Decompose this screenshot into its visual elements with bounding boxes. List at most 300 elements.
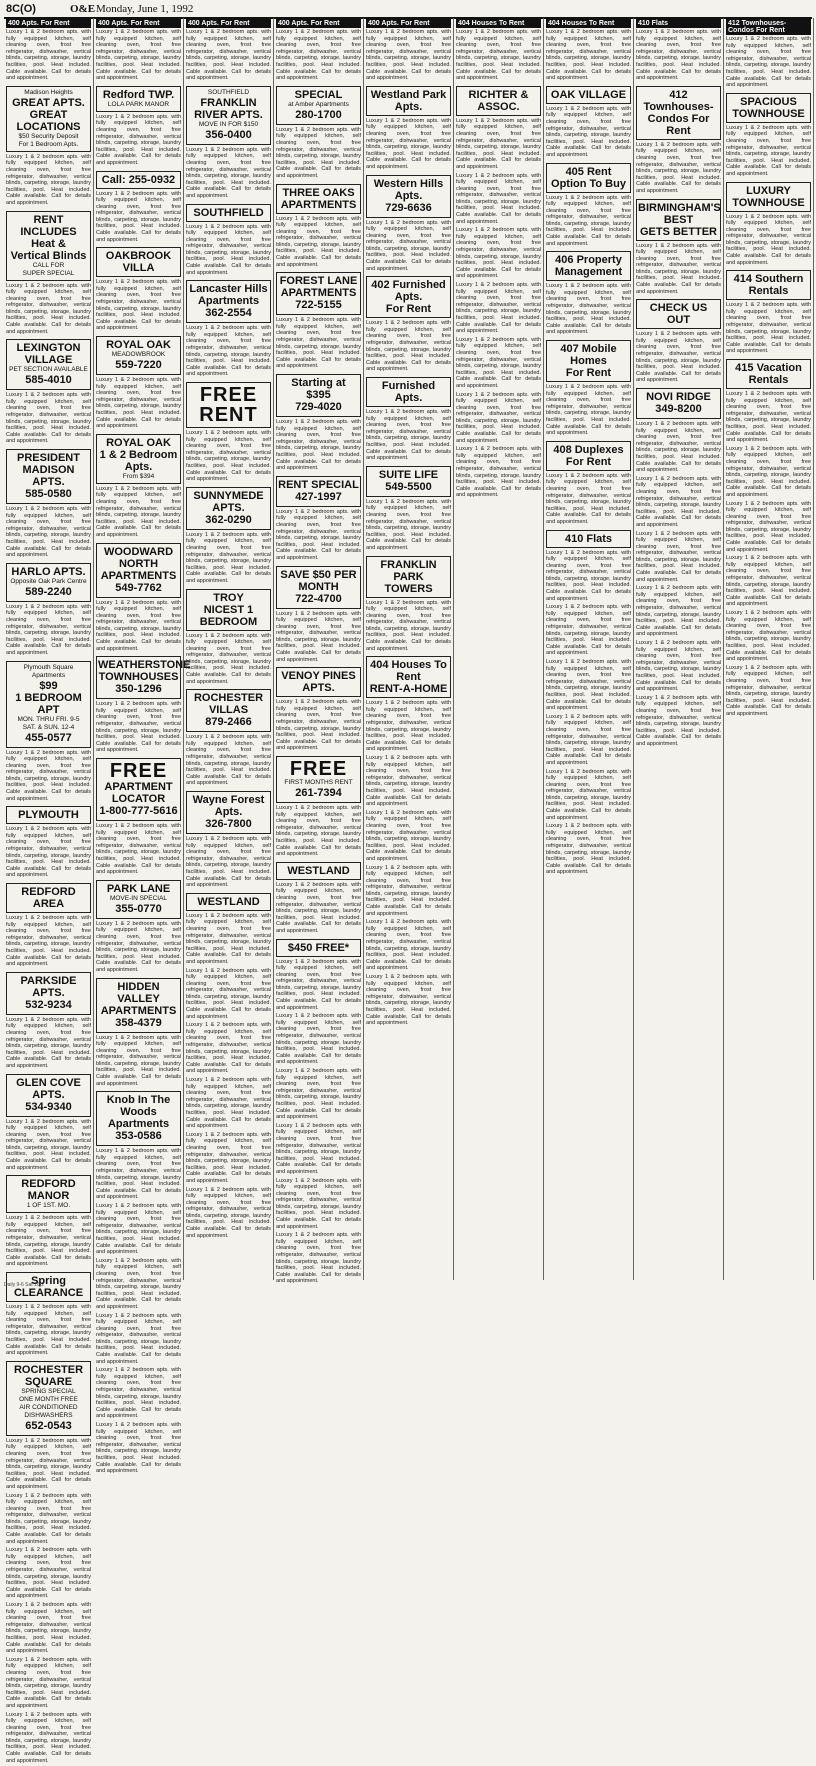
display-ad <box>366 466 451 497</box>
ad-headline: $99 <box>8 680 89 692</box>
ad-headline: Western Hills Apts. <box>368 178 449 202</box>
ad-phone: 589-2240 <box>8 586 89 599</box>
ad-headline: Redford TWP. <box>98 89 179 101</box>
classified-listing-text: Luxury 1 & 2 bedroom apts. with fully equipped kitchen, self cleaning oven, frost free refrigerator, dishwasher, vertical blinds, carpeting, storage, laundry facilities, pool. Heat included. Cable available. Call for details and appointment. <box>96 701 181 756</box>
classified-listing-text: Luxury 1 & 2 bedroom apts. with fully equipped kitchen, self cleaning oven, frost free refrigerator, dishwasher, vertical blinds, carpeting, storage, laundry facilities, pool. Heat included. Cable available. Call for details and appointment. <box>546 106 631 161</box>
classified-listing-text: Luxury 1 & 2 bedroom apts. with fully equipped kitchen, self cleaning oven, frost free refrigerator, dishwasher, vertical blinds, carpeting, storage, laundry facilities, pool. Heat included. Cable available. Call for details and appointment. <box>6 1712 91 1766</box>
display-ad <box>456 86 541 116</box>
column-heading: 410 Flats <box>636 19 721 28</box>
classified-listing-text: Luxury 1 & 2 bedroom apts. with fully equipped kitchen, self cleaning oven, frost free refrigerator, dishwasher, vertical blinds, carpeting, storage, laundry facilities, pool. Heat included. Cable available. Call for details and appointment. <box>546 714 631 769</box>
ad-headline: 408 Duplexes For Rent <box>548 444 629 468</box>
classified-listing-text: Luxury 1 & 2 bedroom apts. with fully equipped kitchen, self cleaning oven, frost free refrigerator, dishwasher, vertical blinds, carpeting, storage, laundry facilities, pool. Heat included. Cable available. Call for details and appointment. <box>636 531 721 586</box>
ad-headline: GETS BETTER <box>638 226 719 238</box>
classified-listing-text: Luxury 1 & 2 bedroom apts. with fully equipped kitchen, self cleaning oven, frost free refrigerator, dishwasher, vertical blinds, carpeting, storage, laundry facilities, pool. Heat included. Cable available. Call for details and appointment. <box>366 700 451 755</box>
classified-listing-text: Luxury 1 & 2 bedroom apts. with fully equipped kitchen, self cleaning oven, frost free refrigerator, dishwasher, vertical blinds, carpeting, storage, laundry facilities, pool. Heat included. Cable available. Call for details and appointment. <box>96 29 181 84</box>
ad-phone: 549-7762 <box>98 582 179 595</box>
classified-listing-text: Luxury 1 & 2 bedroom apts. with fully equipped kitchen, self cleaning oven, frost free refrigerator, dishwasher, vertical blinds, carpeting, storage, laundry facilities, pool. Heat included. Cable available. Call for details and appointment. <box>186 734 271 789</box>
ad-headline: 405 Rent <box>548 166 629 178</box>
display-ad <box>546 340 631 382</box>
ad-headline-large: FREE <box>188 385 269 405</box>
ad-subline: PET SECTION AVAILABLE <box>8 366 89 374</box>
ad-headline: HIDDEN VALLEY <box>98 981 179 1005</box>
ad-headline: WOODWARD <box>98 546 179 558</box>
ad-headline: SUITE LIFE <box>368 469 449 481</box>
classified-listing-text: Luxury 1 & 2 bedroom apts. with fully equipped kitchen, self cleaning oven, frost free refrigerator, dishwasher, vertical blinds, carpeting, storage, laundry facilities, pool. Heat included. Cable available. Call for details and appointment. <box>276 216 361 271</box>
ad-subline: SUPER SPECIAL <box>8 270 89 278</box>
display-ad <box>366 556 451 598</box>
ad-headline: RENT SPECIAL <box>278 479 359 491</box>
ad-phone: 349-8200 <box>638 403 719 416</box>
display-ad <box>6 972 91 1015</box>
ad-headline: GREAT <box>8 109 89 121</box>
ad-headline: SPACIOUS <box>728 96 809 108</box>
classified-listing-text: Luxury 1 & 2 bedroom apts. with fully equipped kitchen, self cleaning oven, frost free refrigerator, dishwasher, vertical blinds, carpeting, storage, laundry facilities, pool. Heat included. Cable available. Call for details and appointment. <box>726 610 811 665</box>
classified-listing-text: Luxury 1 & 2 bedroom apts. with fully equipped kitchen, self cleaning oven, frost free refrigerator, dishwasher, vertical blinds, carpeting, storage, laundry facilities, pool. Heat included. Cable available. Call for details and appointment. <box>6 1304 91 1359</box>
display-ad <box>636 299 721 329</box>
ad-phone: 362-2554 <box>188 307 269 320</box>
ad-headline: CLEARANCE <box>8 1287 89 1299</box>
ad-subline: SAT. & SUN. 12-4 <box>8 724 89 732</box>
classified-listing-text: Luxury 1 & 2 bedroom apts. with fully equipped kitchen, self cleaning oven, frost free refrigerator, dishwasher, vertical blinds, carpeting, storage, laundry facilities, pool. Heat included. Cable available. Call for details and appointment. <box>96 823 181 878</box>
display-ad <box>96 880 181 919</box>
classified-listing-text: Luxury 1 & 2 bedroom apts. with fully equipped kitchen, self cleaning oven, frost free refrigerator, dishwasher, vertical blinds, carpeting, storage, laundry facilities, pool. Heat included. Cable available. Call for details and appointment. <box>96 1035 181 1090</box>
classified-column <box>274 18 364 1280</box>
classified-listing-text: Luxury 1 & 2 bedroom apts. with fully equipped kitchen, self cleaning oven, frost free refrigerator, dishwasher, vertical blinds, carpeting, storage, laundry facilities, pool. Heat included. Cable available. Call for details and appointment. <box>726 125 811 180</box>
display-ad <box>636 199 721 241</box>
ad-headline: Wayne Forest Apts. <box>188 794 269 818</box>
classified-listing-text: Luxury 1 & 2 bedroom apts. with fully equipped kitchen, self cleaning oven, frost free refrigerator, dishwasher, vertical blinds, carpeting, storage, laundry facilities, pool. Heat included. Cable available. Call for details and appointment. <box>276 611 361 666</box>
ad-phone: 326-7800 <box>188 818 269 831</box>
page-footer: Daily 9-6 Sat 10-2 <box>4 1282 44 1288</box>
ad-headline: LOCATIONS <box>8 121 89 133</box>
classified-listing-text: Luxury 1 & 2 bedroom apts. with fully equipped kitchen, self cleaning oven, frost free refrigerator, dishwasher, vertical blinds, carpeting, storage, laundry facilities, pool. Heat included. Cable available. Call for details and appointment. <box>366 974 451 1029</box>
ad-headline: LEXINGTON <box>8 342 89 354</box>
display-ad <box>276 939 361 957</box>
classified-listing-text: Luxury 1 & 2 bedroom apts. with fully equipped kitchen, self cleaning oven, frost free refrigerator, dishwasher, vertical blinds, carpeting, storage, laundry facilities, pool. Heat included. Cable available. Call for details and appointment. <box>366 29 451 84</box>
classified-listing-text: Luxury 1 & 2 bedroom apts. with fully equipped kitchen, self cleaning oven, frost free refrigerator, dishwasher, vertical blinds, carpeting, storage, laundry facilities, pool. Heat included. Cable available. Call for details and appointment. <box>6 1493 91 1548</box>
ad-headline: Call: 255-0932 <box>98 174 179 186</box>
classified-listing-text: Luxury 1 & 2 bedroom apts. with fully equipped kitchen, self cleaning oven, frost free refrigerator, dishwasher, vertical blinds, carpeting, storage, laundry facilities, pool. Heat included. Cable available. Call for details and appointment. <box>546 283 631 338</box>
display-ad <box>6 563 91 602</box>
display-ad <box>186 893 271 911</box>
section-name: O&E <box>70 3 95 15</box>
ad-headline: NORTH <box>98 558 179 570</box>
ad-headline: 404 Houses To Rent <box>368 659 449 683</box>
display-ad <box>6 86 91 152</box>
ad-subline: MOVE-IN SPECIAL <box>98 895 179 903</box>
ad-headline: APARTMENTS <box>98 1005 179 1017</box>
classified-listing-text: Luxury 1 & 2 bedroom apts. with fully equipped kitchen, self cleaning oven, frost free refrigerator, dishwasher, vertical blinds, carpeting, storage, laundry facilities, pool. Heat included. Cable available. Call for details and appointment. <box>546 550 631 605</box>
classified-listing-text: Luxury 1 & 2 bedroom apts. with fully equipped kitchen, self cleaning oven, frost free refrigerator, dishwasher, vertical blinds, carpeting, storage, laundry facilities, pool. Heat included. Cable available. Call for details and appointment. <box>636 476 721 531</box>
classified-column <box>364 18 454 1280</box>
ad-headline: 410 Flats <box>548 533 629 545</box>
classified-listing-text: Luxury 1 & 2 bedroom apts. with fully equipped kitchen, self cleaning oven, frost free refrigerator, dishwasher, vertical blinds, carpeting, storage, laundry facilities, pool. Heat included. Cable available. Call for details and appointment. <box>6 915 91 970</box>
ad-headline-large: FREE <box>98 761 179 781</box>
classified-listing-text: Luxury 1 & 2 bedroom apts. with fully equipped kitchen, self cleaning oven, frost free refrigerator, dishwasher, vertical blinds, carpeting, storage, laundry facilities, pool. Heat included. Cable available. Call for details and appointment. <box>276 1013 361 1068</box>
display-ad <box>6 883 91 913</box>
classified-listing-text: Luxury 1 & 2 bedroom apts. with fully equipped kitchen, self cleaning oven, frost free refrigerator, dishwasher, vertical blinds, carpeting, storage, laundry facilities, pool. Heat included. Cable available. Call for details and appointment. <box>456 392 541 447</box>
ad-headline: 414 Southern Rentals <box>728 273 809 297</box>
ad-headline: VENOY PINES APTS. <box>278 670 359 694</box>
ad-headline: OAKBROOK VILLA <box>98 250 179 274</box>
ad-subline: MON. THRU FRI. 9-5 <box>8 716 89 724</box>
classified-column <box>4 18 94 1280</box>
ad-headline: RENT INCLUDES <box>8 214 89 238</box>
classified-listing-text: Luxury 1 & 2 bedroom apts. with fully equipped kitchen, self cleaning oven, frost free refrigerator, dishwasher, vertical blinds, carpeting, storage, laundry facilities, pool. Heat included. Cable available. Call for details and appointment. <box>276 1123 361 1178</box>
ad-headline: 406 Property <box>548 254 629 266</box>
column-heading: 400 Apts. For Rent <box>96 19 181 28</box>
classified-listing-text: Luxury 1 & 2 bedroom apts. with fully equipped kitchen, self cleaning oven, frost free refrigerator, dishwasher, vertical blinds, carpeting, storage, laundry facilities, pool. Heat included. Cable available. Call for details and appointment. <box>276 805 361 860</box>
ad-headline: LUXURY TOWNHOUSE <box>728 185 809 209</box>
classified-column <box>184 18 274 1280</box>
ad-kicker: Plymouth Square <box>8 664 89 672</box>
classified-listing-text: Luxury 1 & 2 bedroom apts. with fully equipped kitchen, self cleaning oven, frost free refrigerator, dishwasher, vertical blinds, carpeting, storage, laundry facilities, pool. Heat included. Cable available. Call for details and appointment. <box>726 36 811 91</box>
ad-phone: 358-4379 <box>98 1017 179 1030</box>
display-ad <box>96 86 181 112</box>
classified-listing-text: Luxury 1 & 2 bedroom apts. with fully equipped kitchen, self cleaning oven, frost free refrigerator, dishwasher, vertical blinds, carpeting, storage, laundry facilities, pool. Heat included. Cable available. Call for details and appointment. <box>726 446 811 501</box>
ad-headline: Management <box>548 266 629 278</box>
classified-listing-text: Luxury 1 & 2 bedroom apts. with fully equipped kitchen, self cleaning oven, frost free refrigerator, dishwasher, vertical blinds, carpeting, storage, laundry facilities, pool. Heat included. Cable available. Call for details and appointment. <box>546 195 631 250</box>
classified-listing-text: Luxury 1 & 2 bedroom apts. with fully equipped kitchen, self cleaning oven, frost free refrigerator, dishwasher, vertical blinds, carpeting, storage, laundry facilities, pool. Heat included. Cable available. Call for details and appointment. <box>276 699 361 754</box>
display-ad <box>6 661 91 748</box>
ad-headline: RIVER APTS. <box>188 109 269 121</box>
ad-subline: From $394 <box>98 473 179 481</box>
classified-listing-text: Luxury 1 & 2 bedroom apts. with fully equipped kitchen, self cleaning oven, frost free refrigerator, dishwasher, vertical blinds, carpeting, storage, laundry facilities, pool. Heat included. Cable available. Call for details and appointment. <box>6 750 91 805</box>
classified-listing-text: Luxury 1 & 2 bedroom apts. with fully equipped kitchen, self cleaning oven, frost free refrigerator, dishwasher, vertical blinds, carpeting, storage, laundry facilities, pool. Heat included. Cable available. Call for details and appointment. <box>6 1119 91 1174</box>
classified-listing-text: Luxury 1 & 2 bedroom apts. with fully equipped kitchen, self cleaning oven, frost free refrigerator, dishwasher, vertical blinds, carpeting, storage, laundry facilities, pool. Heat included. Cable available. Call for details and appointment. <box>6 283 91 338</box>
ad-headline: 1 BEDROOM APT <box>8 692 89 716</box>
classified-listing-text: Luxury 1 & 2 bedroom apts. with fully equipped kitchen, self cleaning oven, frost free refrigerator, dishwasher, vertical blinds, carpeting, storage, laundry facilities, pool. Heat included. Cable available. Call for details and appointment. <box>366 600 451 655</box>
ad-headline: Heat & <box>8 238 89 250</box>
ad-headline: Knob In The Woods <box>98 1094 179 1118</box>
ad-headline: FRANKLIN PARK <box>368 559 449 583</box>
ad-phone: 350-1296 <box>98 683 179 696</box>
ad-phone: 261-7394 <box>278 787 359 800</box>
classified-listing-text: Luxury 1 & 2 bedroom apts. with fully equipped kitchen, self cleaning oven, frost free refrigerator, dishwasher, vertical blinds, carpeting, storage, laundry facilities, pool. Heat included. Cable available. Call for details and appointment. <box>636 640 721 695</box>
classified-listing-text: Luxury 1 & 2 bedroom apts. with fully equipped kitchen, self cleaning oven, frost free refrigerator, dishwasher, vertical blinds, carpeting, storage, laundry facilities, pool. Heat included. Cable available. Call for details and appointment. <box>186 633 271 688</box>
ad-headline: PLYMOUTH <box>8 809 89 821</box>
ad-headline: TOWERS <box>368 583 449 595</box>
page-number: 8C(O) <box>6 3 36 15</box>
ad-subline: AIR CONDITIONED <box>8 1404 89 1412</box>
ad-headline: For Rent <box>548 367 629 379</box>
ad-headline: WESTLAND <box>188 896 269 908</box>
classified-listing-text: Luxury 1 & 2 bedroom apts. with fully equipped kitchen, self cleaning oven, frost free refrigerator, dishwasher, vertical blinds, carpeting, storage, laundry facilities, pool. Heat included. Cable available. Call for details and appointment. <box>186 836 271 891</box>
classified-listing-text: Luxury 1 & 2 bedroom apts. with fully equipped kitchen, self cleaning oven, frost free refrigerator, dishwasher, vertical blinds, carpeting, storage, laundry facilities, pool. Heat included. Cable available. Call for details and appointment. <box>6 1602 91 1657</box>
classified-listing-text: Luxury 1 & 2 bedroom apts. with fully equipped kitchen, self cleaning oven, frost free refrigerator, dishwasher, vertical blinds, carpeting, storage, laundry facilities, pool. Heat included. Cable available. Call for details and appointment. <box>366 755 451 810</box>
classified-listing-text: Luxury 1 & 2 bedroom apts. with fully equipped kitchen, self cleaning oven, frost free refrigerator, dishwasher, vertical blinds, carpeting, storage, laundry facilities, pool. Heat included. Cable available. Call for details and appointment. <box>276 419 361 474</box>
ad-headline: REDFORD MANOR <box>8 1178 89 1202</box>
column-heading: 404 Houses To Rent <box>456 19 541 28</box>
classified-listing-text: Luxury 1 & 2 bedroom apts. with fully equipped kitchen, self cleaning oven, frost free refrigerator, dishwasher, vertical blinds, carpeting, storage, laundry facilities, pool. Heat included. Cable available. Call for details and appointment. <box>96 191 181 246</box>
ad-headline: CHECK US OUT <box>638 302 719 326</box>
classified-listing-text: Luxury 1 & 2 bedroom apts. with fully equipped kitchen, self cleaning oven, frost free refrigerator, dishwasher, vertical blinds, carpeting, storage, laundry facilities, pool. Heat included. Cable available. Call for details and appointment. <box>96 1313 181 1368</box>
ad-headline: NOVI RIDGE <box>638 391 719 403</box>
display-ad <box>186 689 271 732</box>
classified-listing-text: Luxury 1 & 2 bedroom apts. with fully equipped kitchen, self cleaning oven, frost free refrigerator, dishwasher, vertical blinds, carpeting, storage, laundry facilities, pool. Heat included. Cable available. Call for details and appointment. <box>96 921 181 976</box>
display-ad <box>366 86 451 116</box>
classified-listing-text: Luxury 1 & 2 bedroom apts. with fully equipped kitchen, self cleaning oven, frost free refrigerator, dishwasher, vertical blinds, carpeting, storage, laundry facilities, pool. Heat included. Cable available. Call for details and appointment. <box>636 695 721 750</box>
ad-headline: Option To Buy <box>548 178 629 190</box>
ad-kicker: Madison Heights <box>8 89 89 97</box>
display-ad <box>546 86 631 104</box>
classified-listing-text: Luxury 1 & 2 bedroom apts. with fully equipped kitchen, self cleaning oven, frost free refrigerator, dishwasher, vertical blinds, carpeting, storage, laundry facilities, pool. Heat included. Cable available. Call for details and appointment. <box>726 214 811 269</box>
ad-headline: LOCATOR <box>98 793 179 805</box>
ad-headline: Starting at $395 <box>278 377 359 401</box>
ad-headline: Condos For Rent <box>638 113 719 137</box>
display-ad <box>726 270 811 300</box>
ad-headline: HARLO APTS. <box>8 566 89 578</box>
ad-headline: PARK LANE <box>98 883 179 895</box>
classified-listing-text: Luxury 1 & 2 bedroom apts. with fully equipped kitchen, self cleaning oven, frost free refrigerator, dishwasher, vertical blinds, carpeting, storage, laundry facilities, pool. Heat included. Cable available. Call for details and appointment. <box>276 1068 361 1123</box>
classified-listing-text: Luxury 1 & 2 bedroom apts. with fully equipped kitchen, self cleaning oven, frost free refrigerator, dishwasher, vertical blinds, carpeting, storage, laundry facilities, pool. Heat included. Cable available. Call for details and appointment. <box>456 446 541 501</box>
classified-listing-text: Luxury 1 & 2 bedroom apts. with fully equipped kitchen, self cleaning oven, frost free refrigerator, dishwasher, vertical blinds, carpeting, storage, laundry facilities, pool. Heat included. Cable available. Call for details and appointment. <box>96 279 181 334</box>
classified-listing-text: Luxury 1 & 2 bedroom apts. with fully equipped kitchen, self cleaning oven, frost free refrigerator, dishwasher, vertical blinds, carpeting, storage, laundry facilities, pool. Heat included. Cable available. Call for details and appointment. <box>186 913 271 968</box>
column-heading: 400 Apts. For Rent <box>6 19 91 28</box>
classified-listing-text: Luxury 1 & 2 bedroom apts. with fully equipped kitchen, self cleaning oven, frost free refrigerator, dishwasher, vertical blinds, carpeting, storage, laundry facilities, pool. Heat included. Cable available. Call for details and appointment. <box>276 959 361 1014</box>
display-ad <box>546 530 631 548</box>
display-ad <box>186 487 271 530</box>
classified-listing-text: Luxury 1 & 2 bedroom apts. with fully equipped kitchen, self cleaning oven, frost free refrigerator, dishwasher, vertical blinds, carpeting, storage, laundry facilities, pool. Heat included. Cable available. Call for details and appointment. <box>6 154 91 209</box>
classified-listing-text: Luxury 1 & 2 bedroom apts. with fully equipped kitchen, self cleaning oven, frost free refrigerator, dishwasher, vertical blinds, carpeting, storage, laundry facilities, pool. Heat included. Cable available. Call for details and appointment. <box>726 665 811 720</box>
ad-headline: FRANKLIN <box>188 97 269 109</box>
ad-phone: 355-0770 <box>98 903 179 916</box>
classified-listing-text: Luxury 1 & 2 bedroom apts. with fully equipped kitchen, self cleaning oven, frost free refrigerator, dishwasher, vertical blinds, carpeting, storage, laundry facilities, pool. Heat included. Cable available. Call for details and appointment. <box>366 320 451 375</box>
classified-listing-text: Luxury 1 & 2 bedroom apts. with fully equipped kitchen, self cleaning oven, frost free refrigerator, dishwasher, vertical blinds, carpeting, storage, laundry facilities, pool. Heat included. Cable available. Call for details and appointment. <box>366 220 451 275</box>
classified-listing-text: Luxury 1 & 2 bedroom apts. with fully equipped kitchen, self cleaning oven, frost free refrigerator, dishwasher, vertical blinds, carpeting, storage, laundry facilities, pool. Heat included. Cable available. Call for details and appointment. <box>366 865 451 920</box>
ad-headline: SPECIAL <box>278 89 359 101</box>
ad-subline: at Amber Apartments <box>278 101 359 109</box>
classified-listing-text: Luxury 1 & 2 bedroom apts. with fully equipped kitchen, self cleaning oven, frost free refrigerator, dishwasher, vertical blinds, carpeting, storage, laundry facilities, pool. Heat included. Cable available. Call for details and appointment. <box>186 147 271 202</box>
classified-listing-text: Luxury 1 & 2 bedroom apts. with fully equipped kitchen, self cleaning oven, frost free refrigerator, dishwasher, vertical blinds, carpeting, storage, laundry facilities, pool. Heat included. Cable available. Call for details and appointment. <box>6 29 91 84</box>
display-ad <box>6 211 91 281</box>
column-heading: 400 Apts. For Rent <box>276 19 361 28</box>
display-ad <box>6 806 91 824</box>
ad-headline: SQUARE <box>8 1376 89 1388</box>
display-ad <box>96 978 181 1033</box>
classified-listing-text: Luxury 1 & 2 bedroom apts. with fully equipped kitchen, self cleaning oven, frost free refrigerator, dishwasher, vertical blinds, carpeting, storage, laundry facilities, pool. Heat included. Cable available. Call for details and appointment. <box>366 409 451 464</box>
classified-listing-text: Luxury 1 & 2 bedroom apts. with fully equipped kitchen, self cleaning oven, frost free refrigerator, dishwasher, vertical blinds, carpeting, storage, laundry facilities, pool. Heat included. Cable available. Call for details and appointment. <box>546 604 631 659</box>
classified-listing-text: Luxury 1 & 2 bedroom apts. with fully equipped kitchen, self cleaning oven, frost free refrigerator, dishwasher, vertical blinds, carpeting, storage, laundry facilities, pool. Heat included. Cable available. Call for details and appointment. <box>186 1187 271 1242</box>
ad-headline: ROYAL OAK <box>98 339 179 351</box>
ad-headline: BIRMINGHAM'S BEST <box>638 202 719 226</box>
ad-subline: LOLA PARK MANOR <box>98 101 179 109</box>
classified-listing-text: Luxury 1 & 2 bedroom apts. with fully equipped kitchen, self cleaning oven, frost free refrigerator, dishwasher, vertical blinds, carpeting, storage, laundry facilities, pool. Heat included. Cable available. Call for details and appointment. <box>456 118 541 173</box>
ad-headline: 1 & 2 Bedroom Apts. <box>98 449 179 473</box>
ad-headline: APARTMENTS <box>278 287 359 299</box>
display-ad <box>366 377 451 407</box>
ad-phone: 455-0577 <box>8 732 89 745</box>
ad-phone: 353-0586 <box>98 1130 179 1143</box>
display-ad <box>546 441 631 471</box>
display-ad <box>276 272 361 315</box>
ad-subline: FIRST MONTHS RENT <box>278 779 359 787</box>
classified-listing-text: Luxury 1 & 2 bedroom apts. with fully equipped kitchen, self cleaning oven, frost free refrigerator, dishwasher, vertical blinds, carpeting, storage, laundry facilities, pool. Heat included. Cable available. Call for details and appointment. <box>186 968 271 1023</box>
ad-headline: VILLAGE <box>8 354 89 366</box>
display-ad <box>96 758 181 821</box>
column-heading: 412 Townhouses-Condos For Rent <box>726 19 811 35</box>
ad-headline: Apartments <box>98 1118 179 1130</box>
classified-listing-text: Luxury 1 & 2 bedroom apts. with fully equipped kitchen, self cleaning oven, frost free refrigerator, dishwasher, vertical blinds, carpeting, storage, laundry facilities, pool. Heat included. Cable available. Call for details and appointment. <box>6 604 91 659</box>
classified-listing-text: Luxury 1 & 2 bedroom apts. with fully equipped kitchen, self cleaning oven, frost free refrigerator, dishwasher, vertical blinds, carpeting, storage, laundry facilities, pool. Heat included. Cable available. Call for details and appointment. <box>546 769 631 824</box>
classified-listing-text: Luxury 1 & 2 bedroom apts. with fully equipped kitchen, self cleaning oven, frost free refrigerator, dishwasher, vertical blinds, carpeting, storage, laundry facilities, pool. Heat included. Cable available. Call for details and appointment. <box>456 29 541 84</box>
classified-listing-text: Luxury 1 & 2 bedroom apts. with fully equipped kitchen, self cleaning oven, frost free refrigerator, dishwasher, vertical blinds, carpeting, storage, laundry facilities, pool. Heat included. Cable available. Call for details and appointment. <box>186 1077 271 1132</box>
classified-listing-text: Luxury 1 & 2 bedroom apts. with fully equipped kitchen, self cleaning oven, frost free refrigerator, dishwasher, vertical blinds, carpeting, storage, laundry facilities, pool. Heat included. Cable available. Call for details and appointment. <box>276 317 361 372</box>
ad-headline: ROYAL OAK <box>98 437 179 449</box>
ad-subline: MOVE IN FOR $150 <box>188 121 269 129</box>
ad-headline: SAVE $50 PER MONTH <box>278 569 359 593</box>
issue-date: Monday, June 1, 1992 <box>96 3 193 15</box>
classified-listing-text: Luxury 1 & 2 bedroom apts. with fully equipped kitchen, self cleaning oven, frost free refrigerator, dishwasher, vertical blinds, carpeting, storage, laundry facilities, pool. Heat included. Cable available. Call for details and appointment. <box>456 282 541 337</box>
classified-listing-text: Luxury 1 & 2 bedroom apts. with fully equipped kitchen, self cleaning oven, frost free refrigerator, dishwasher, vertical blinds, carpeting, storage, laundry facilities, pool. Heat included. Cable available. Call for details and appointment. <box>636 243 721 298</box>
classified-listing-text: Luxury 1 & 2 bedroom apts. with fully equipped kitchen, self cleaning oven, frost free refrigerator, dishwasher, vertical blinds, carpeting, storage, laundry facilities, pool. Heat included. Cable available. Call for details and appointment. <box>186 430 271 485</box>
display-ad <box>186 589 271 631</box>
classified-listing-text: Luxury 1 & 2 bedroom apts. with fully equipped kitchen, self cleaning oven, frost free refrigerator, dishwasher, vertical blinds, carpeting, storage, laundry facilities, pool. Heat included. Cable available. Call for details and appointment. <box>276 127 361 182</box>
display-ad <box>726 359 811 389</box>
ad-headline: WEATHERSTONE <box>98 659 179 671</box>
display-ad <box>96 434 181 484</box>
display-ad <box>546 251 631 281</box>
ad-headline: For Rent <box>368 303 449 315</box>
ad-headline: GREAT APTS. <box>8 97 89 109</box>
classified-listing-text: Luxury 1 & 2 bedroom apts. with fully equipped kitchen, self cleaning oven, frost free refrigerator, dishwasher, vertical blinds, carpeting, storage, laundry facilities, pool. Heat included. Cable available. Call for details and appointment. <box>6 1215 91 1270</box>
display-ad <box>96 336 181 375</box>
ad-headline: APARTMENTS <box>278 199 359 211</box>
ad-phone: 559-7220 <box>98 359 179 372</box>
classified-listing-text: Luxury 1 & 2 bedroom apts. with fully equipped kitchen, self cleaning oven, frost free refrigerator, dishwasher, vertical blinds, carpeting, storage, laundry facilities, pool. Heat included. Cable available. Call for details and appointment. <box>276 29 361 84</box>
classified-listing-text: Luxury 1 & 2 bedroom apts. with fully equipped kitchen, self cleaning oven, frost free refrigerator, dishwasher, vertical blinds, carpeting, storage, laundry facilities, pool. Heat included. Cable available. Call for details and appointment. <box>6 506 91 561</box>
ad-headline: WESTLAND <box>278 865 359 877</box>
ad-headline: APARTMENT <box>98 781 179 793</box>
ad-phone: 652-0543 <box>8 1420 89 1433</box>
ad-headline: RICHTER & ASSOC. <box>458 89 539 113</box>
classified-listing-text: Luxury 1 & 2 bedroom apts. with fully equipped kitchen, self cleaning oven, frost free refrigerator, dishwasher, vertical blinds, carpeting, storage, laundry facilities, pool. Heat included. Cable available. Call for details and appointment. <box>456 337 541 392</box>
display-ad <box>276 566 361 609</box>
ad-headline: SOUTHFIELD <box>188 207 269 219</box>
display-ad <box>726 93 811 123</box>
ad-headline: GLEN COVE APTS. <box>8 1077 89 1101</box>
ad-phone: 532-9234 <box>8 999 89 1012</box>
classified-column <box>454 18 544 1280</box>
ad-headline: APTS. <box>188 502 269 514</box>
display-ad <box>6 1175 91 1213</box>
ad-subline: SPRING SPECIAL <box>8 1388 89 1396</box>
ad-phone: 1-800-777-5616 <box>98 805 179 818</box>
display-ad <box>6 1361 91 1436</box>
classified-listing-text: Luxury 1 & 2 bedroom apts. with fully equipped kitchen, self cleaning oven, frost free refrigerator, dishwasher, vertical blinds, carpeting, storage, laundry facilities, pool. Heat included. Cable available. Call for details and appointment. <box>186 224 271 279</box>
classified-listing-text: Luxury 1 & 2 bedroom apts. with fully equipped kitchen, self cleaning oven, frost free refrigerator, dishwasher, vertical blinds, carpeting, storage, laundry facilities, pool. Heat included. Cable available. Call for details and appointment. <box>96 1148 181 1203</box>
classified-listing-text: Luxury 1 & 2 bedroom apts. with fully equipped kitchen, self cleaning oven, frost free refrigerator, dishwasher, vertical blinds, carpeting, storage, laundry facilities, pool. Heat included. Cable available. Call for details and appointment. <box>96 1422 181 1477</box>
classified-column <box>94 18 184 1280</box>
ad-headline: $450 FREE* <box>278 942 359 954</box>
ad-headline: REDFORD AREA <box>8 886 89 910</box>
ad-headline: ROCHESTER <box>8 1364 89 1376</box>
classified-column <box>724 18 814 1280</box>
display-ad <box>366 175 451 218</box>
classified-listing-text: Luxury 1 & 2 bedroom apts. with fully equipped kitchen, self cleaning oven, frost free refrigerator, dishwasher, vertical blinds, carpeting, storage, laundry facilities, pool. Heat included. Cable available. Call for details and appointment. <box>366 499 451 554</box>
display-ad <box>6 1074 91 1117</box>
column-heading: 400 Apts. For Rent <box>366 19 451 28</box>
classified-listing-text: Luxury 1 & 2 bedroom apts. with fully equipped kitchen, self cleaning oven, frost free refrigerator, dishwasher, vertical blinds, carpeting, storage, laundry facilities, pool. Heat included. Cable available. Call for details and appointment. <box>6 1438 91 1493</box>
classified-listing-text: Luxury 1 & 2 bedroom apts. with fully equipped kitchen, self cleaning oven, frost free refrigerator, dishwasher, vertical blinds, carpeting, storage, laundry facilities, pool. Heat included. Cable available. Call for details and appointment. <box>456 173 541 228</box>
classified-listing-text: Luxury 1 & 2 bedroom apts. with fully equipped kitchen, self cleaning oven, frost free refrigerator, dishwasher, vertical blinds, carpeting, storage, laundry facilities, pool. Heat included. Cable available. Call for details and appointment. <box>726 302 811 357</box>
display-ad <box>186 204 271 222</box>
ad-subline: 1 OF 1ST. MO. <box>8 1202 89 1210</box>
display-ad <box>276 86 361 125</box>
ad-phone: 722-5155 <box>278 299 359 312</box>
ad-subline: Opposite Oak Park Centre <box>8 578 89 586</box>
classified-listing-text: Luxury 1 & 2 bedroom apts. with fully equipped kitchen, self cleaning oven, frost free refrigerator, dishwasher, vertical blinds, carpeting, storage, laundry facilities, pool. Heat included. Cable available. Call for details and appointment. <box>726 391 811 446</box>
classified-listing-text: Luxury 1 & 2 bedroom apts. with fully equipped kitchen, self cleaning oven, frost free refrigerator, dishwasher, vertical blinds, carpeting, storage, laundry facilities, pool. Heat included. Cable available. Call for details and appointment. <box>6 826 91 881</box>
display-ad <box>276 184 361 214</box>
ad-headline: SUNNYMEDE <box>188 490 269 502</box>
ad-headline: MADISON APTS. <box>8 464 89 488</box>
display-ad <box>276 667 361 697</box>
ad-subline: DISHWASHERS <box>8 1412 89 1420</box>
display-ad <box>636 86 721 140</box>
classified-listing-text: Luxury 1 & 2 bedroom apts. with fully equipped kitchen, self cleaning oven, frost free refrigerator, dishwasher, vertical blinds, carpeting, storage, laundry facilities, pool. Heat included. Cable available. Call for details and appointment. <box>276 1178 361 1233</box>
ad-phone: 427-1997 <box>278 491 359 504</box>
ad-subline: $50 Security Deposit <box>8 133 89 141</box>
ad-headline-large: RENT <box>188 405 269 425</box>
ad-phone: 729-6636 <box>368 202 449 215</box>
classified-listing-text: Luxury 1 & 2 bedroom apts. with fully equipped kitchen, self cleaning oven, frost free refrigerator, dishwasher, vertical blinds, carpeting, storage, laundry facilities, pool. Heat included. Cable available. Call for details and appointment. <box>546 384 631 439</box>
ad-phone: 879-2466 <box>188 716 269 729</box>
ad-headline-large: FREE <box>278 759 359 779</box>
ad-subline: ONE MONTH FREE <box>8 1396 89 1404</box>
classified-listing-text: Luxury 1 & 2 bedroom apts. with fully equipped kitchen, self cleaning oven, frost free refrigerator, dishwasher, vertical blinds, carpeting, storage, laundry facilities, pool. Heat included. Cable available. Call for details and appointment. <box>186 325 271 380</box>
classified-listing-text: Luxury 1 & 2 bedroom apts. with fully equipped kitchen, self cleaning oven, frost free refrigerator, dishwasher, vertical blinds, carpeting, storage, laundry facilities, pool. Heat included. Cable available. Call for details and appointment. <box>186 29 271 84</box>
classified-listing-text: Luxury 1 & 2 bedroom apts. with fully equipped kitchen, self cleaning oven, frost free refrigerator, dishwasher, vertical blinds, carpeting, storage, laundry facilities, pool. Heat included. Cable available. Call for details and appointment. <box>186 1022 271 1077</box>
ad-phone: 729-4020 <box>278 401 359 414</box>
classified-listing-text: Luxury 1 & 2 bedroom apts. with fully equipped kitchen, self cleaning oven, frost free refrigerator, dishwasher, vertical blinds, carpeting, storage, laundry facilities, pool. Heat included. Cable available. Call for details and appointment. <box>636 29 721 84</box>
classified-listing-text: Luxury 1 & 2 bedroom apts. with fully equipped kitchen, self cleaning oven, frost free refrigerator, dishwasher, vertical blinds, carpeting, storage, laundry facilities, pool. Heat included. Cable available. Call for details and appointment. <box>96 1367 181 1422</box>
ad-headline: Vertical Blinds <box>8 250 89 262</box>
ad-headline: OAK VILLAGE <box>548 89 629 101</box>
classified-listing-text: Luxury 1 & 2 bedroom apts. with fully equipped kitchen, self cleaning oven, frost free refrigerator, dishwasher, vertical blinds, carpeting, storage, laundry facilities, pool. Heat included. Cable available. Call for details and appointment. <box>96 600 181 655</box>
display-ad <box>276 476 361 507</box>
display-ad <box>276 374 361 417</box>
display-ad <box>96 543 181 598</box>
display-ad <box>96 1091 181 1146</box>
classified-listing-text: Luxury 1 & 2 bedroom apts. with fully equipped kitchen, self cleaning oven, frost free refrigerator, dishwasher, vertical blinds, carpeting, storage, laundry facilities, pool. Heat included. Cable available. Call for details and appointment. <box>6 1547 91 1602</box>
ad-headline: RENT-A-HOME <box>368 683 449 695</box>
classified-listing-text: Luxury 1 & 2 bedroom apts. with fully equipped kitchen, self cleaning oven, frost free refrigerator, dishwasher, vertical blinds, carpeting, storage, laundry facilities, pool. Heat included. Cable available. Call for details and appointment. <box>186 1132 271 1187</box>
display-ad <box>276 756 361 803</box>
ad-phone: 534-9340 <box>8 1101 89 1114</box>
classified-column <box>544 18 634 1280</box>
ad-subline: For 1 Bedroom Apts. <box>8 141 89 149</box>
classified-listing-text: Luxury 1 & 2 bedroom apts. with fully equipped kitchen, self cleaning oven, frost free refrigerator, dishwasher, vertical blinds, carpeting, storage, laundry facilities, pool. Heat included. Cable available. Call for details and appointment. <box>276 509 361 564</box>
display-ad <box>726 182 811 212</box>
ad-headline: FOREST LANE <box>278 275 359 287</box>
ad-headline: Spring <box>8 1275 89 1287</box>
ad-phone: 585-0580 <box>8 488 89 501</box>
ad-kicker: SOUTHFIELD <box>188 89 269 97</box>
classified-listing-text: Luxury 1 & 2 bedroom apts. with fully equipped kitchen, self cleaning oven, frost free refrigerator, dishwasher, vertical blinds, carpeting, storage, laundry facilities, pool. Heat included. Cable available. Call for details and appointment. <box>456 227 541 282</box>
display-ad <box>186 86 271 145</box>
ad-phone: 585-4010 <box>8 374 89 387</box>
display-ad <box>366 276 451 318</box>
classified-listing-text: Luxury 1 & 2 bedroom apts. with fully equipped kitchen, self cleaning oven, frost free refrigerator, dishwasher, vertical blinds, carpeting, storage, laundry facilities, pool. Heat included. Cable available. Call for details and appointment. <box>96 1258 181 1313</box>
classified-listing-text: Luxury 1 & 2 bedroom apts. with fully equipped kitchen, self cleaning oven, frost free refrigerator, dishwasher, vertical blinds, carpeting, storage, laundry facilities, pool. Heat included. Cable available. Call for details and appointment. <box>546 29 631 84</box>
ad-phone: 549-5500 <box>368 481 449 494</box>
ad-headline: Furnished Apts. <box>368 380 449 404</box>
classified-listing-text: Luxury 1 & 2 bedroom apts. with fully equipped kitchen, self cleaning oven, frost free refrigerator, dishwasher, vertical blinds, carpeting, storage, laundry facilities, pool. Heat included. Cable available. Call for details and appointment. <box>6 1657 91 1712</box>
ad-headline: Westland Park Apts. <box>368 89 449 113</box>
display-ad <box>186 791 271 834</box>
column-heading: 400 Apts. For Rent <box>186 19 271 28</box>
